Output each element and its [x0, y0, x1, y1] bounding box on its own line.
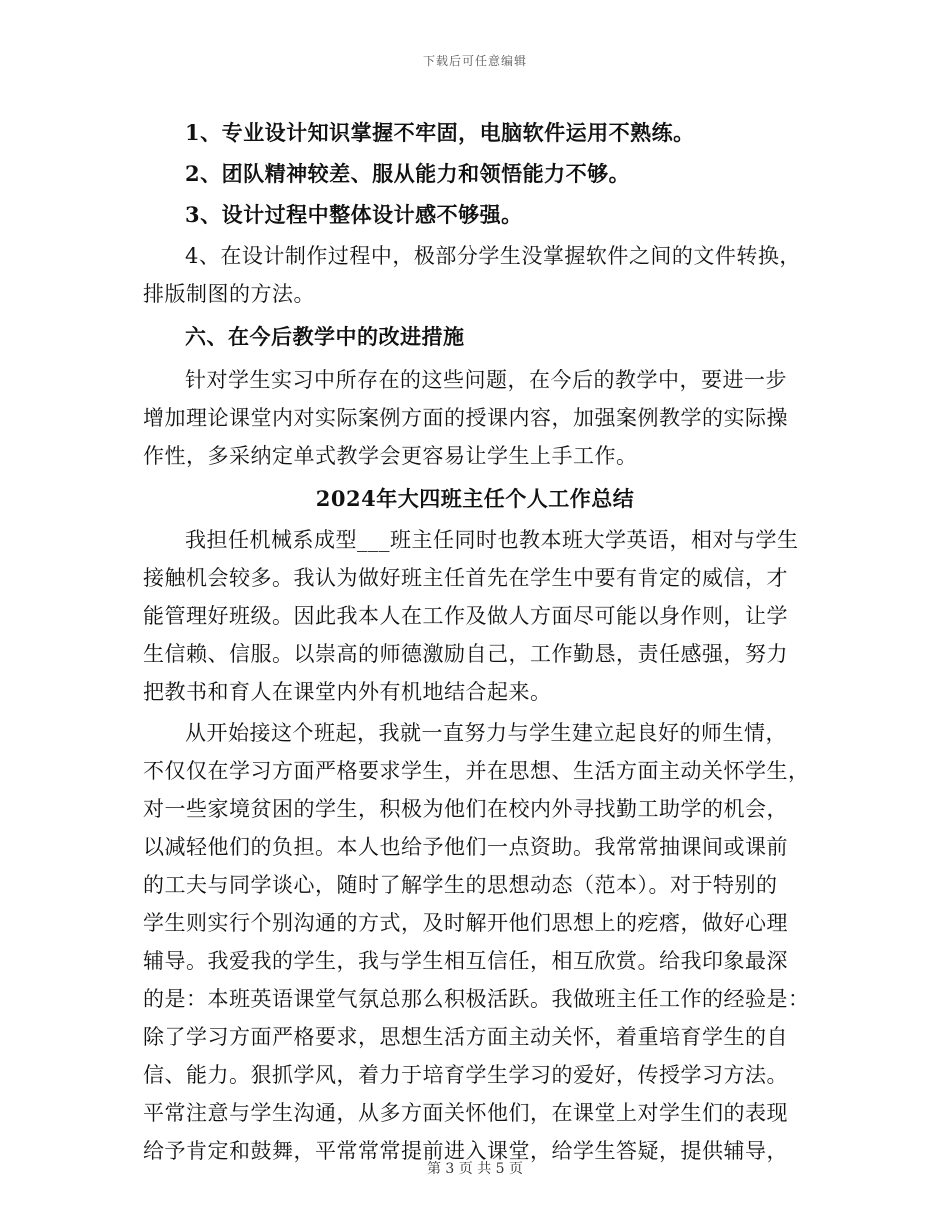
list-item-4: [143, 237, 807, 313]
paragraph-line: 辅导。我爱我的学生，我与学生相互信任，相互欣赏。给我印象最深: [143, 949, 788, 973]
paragraph-line: 作性，多采纳定单式教学会更容易让学生上手工作。: [143, 444, 638, 468]
paragraph-line: 平常注意与学生沟通，从多方面关怀他们，在课堂上对学生们的表现: [143, 1101, 788, 1125]
paragraph-line: 的是：本班英语课堂气氛总那么积极活跃。我做班主任工作的经验是：: [143, 987, 810, 1011]
paragraph-experience: [143, 714, 810, 1170]
paragraph-line: 以减轻他们的负担。本人也给予他们一点资助。我常常抽课间或课前: [143, 835, 788, 859]
document-body: [143, 112, 810, 1170]
paragraph-line: 能管理好班级。因此我本人在工作及做人方面尽可能以身作则，让学: [143, 604, 788, 628]
section-heading: 六、在今后教学中的改进措施: [185, 324, 465, 349]
paragraph-line: 对一些家境贫困的学生，积极为他们在校内外寻找勤工助学的机会，: [143, 797, 788, 821]
paragraph-improvement: [143, 361, 807, 475]
paragraph-line: 不仅仅在学习方面严格要求学生，并在思想、生活方面主动关怀学生，: [143, 759, 810, 783]
paragraph-line: 4、在设计制作过程中，极部分学生没掌握软件之间的文件转换，: [185, 244, 801, 268]
list-item-1: 1、专业设计知识掌握不牢固，电脑软件运用不熟练。: [185, 120, 695, 145]
paragraph-line: 学生则实行个别沟通的方式，及时解开他们思想上的疙瘩，做好心理: [143, 911, 788, 935]
page-number: 第 3 页 共 5 页: [426, 1161, 524, 1177]
paragraph-line: 把教书和育人在课堂内外有机地结合起来。: [143, 680, 552, 704]
document-title: 2024年大四班主任个人工作总结: [315, 486, 635, 511]
paragraph-line: 除了学习方面严格要求，思想生活方面主动关怀，着重培育学生的自: [143, 1025, 788, 1049]
paragraph-line: 从开始接这个班起，我就一直努力与学生建立起良好的师生情，: [185, 721, 787, 745]
paragraph-line: 生信赖、信服。以崇高的师德激励自己，工作勤恳，责任感强，努力: [143, 642, 788, 666]
page-header: 下载后可任意编辑: [422, 54, 527, 68]
paragraph-line: 接触机会较多。我认为做好班主任首先在学生中要有肯定的威信，才: [143, 566, 788, 590]
paragraph-line: 增加理论课堂内对实际案例方面的授课内容，加强案例教学的实际操: [143, 406, 788, 430]
paragraph-line: 的工夫与同学谈心，随时了解学生的思想动态（范本）。对于特别的: [143, 873, 778, 897]
paragraph-line: 排版制图的方法。: [143, 282, 315, 306]
paragraph-intro: [143, 521, 807, 711]
paragraph-line: 针对学生实习中所存在的这些问题，在今后的教学中，要进一步: [185, 368, 787, 392]
list-item-3: 3、设计过程中整体设计感不够强。: [185, 202, 523, 227]
list-item-2: 2、团队精神较差、服从能力和领悟能力不够。: [185, 161, 631, 186]
paragraph-line: 给予肯定和鼓舞，平常常常提前进入课堂，给学生答疑，提供辅导，: [143, 1139, 788, 1163]
paragraph-line: 信、能力。狠抓学风，着力于培育学生学习的爱好，传授学习方法。: [143, 1063, 788, 1087]
paragraph-line: 我担任机械系成型___班主任同时也教本班大学英语，相对与学生: [185, 528, 799, 552]
